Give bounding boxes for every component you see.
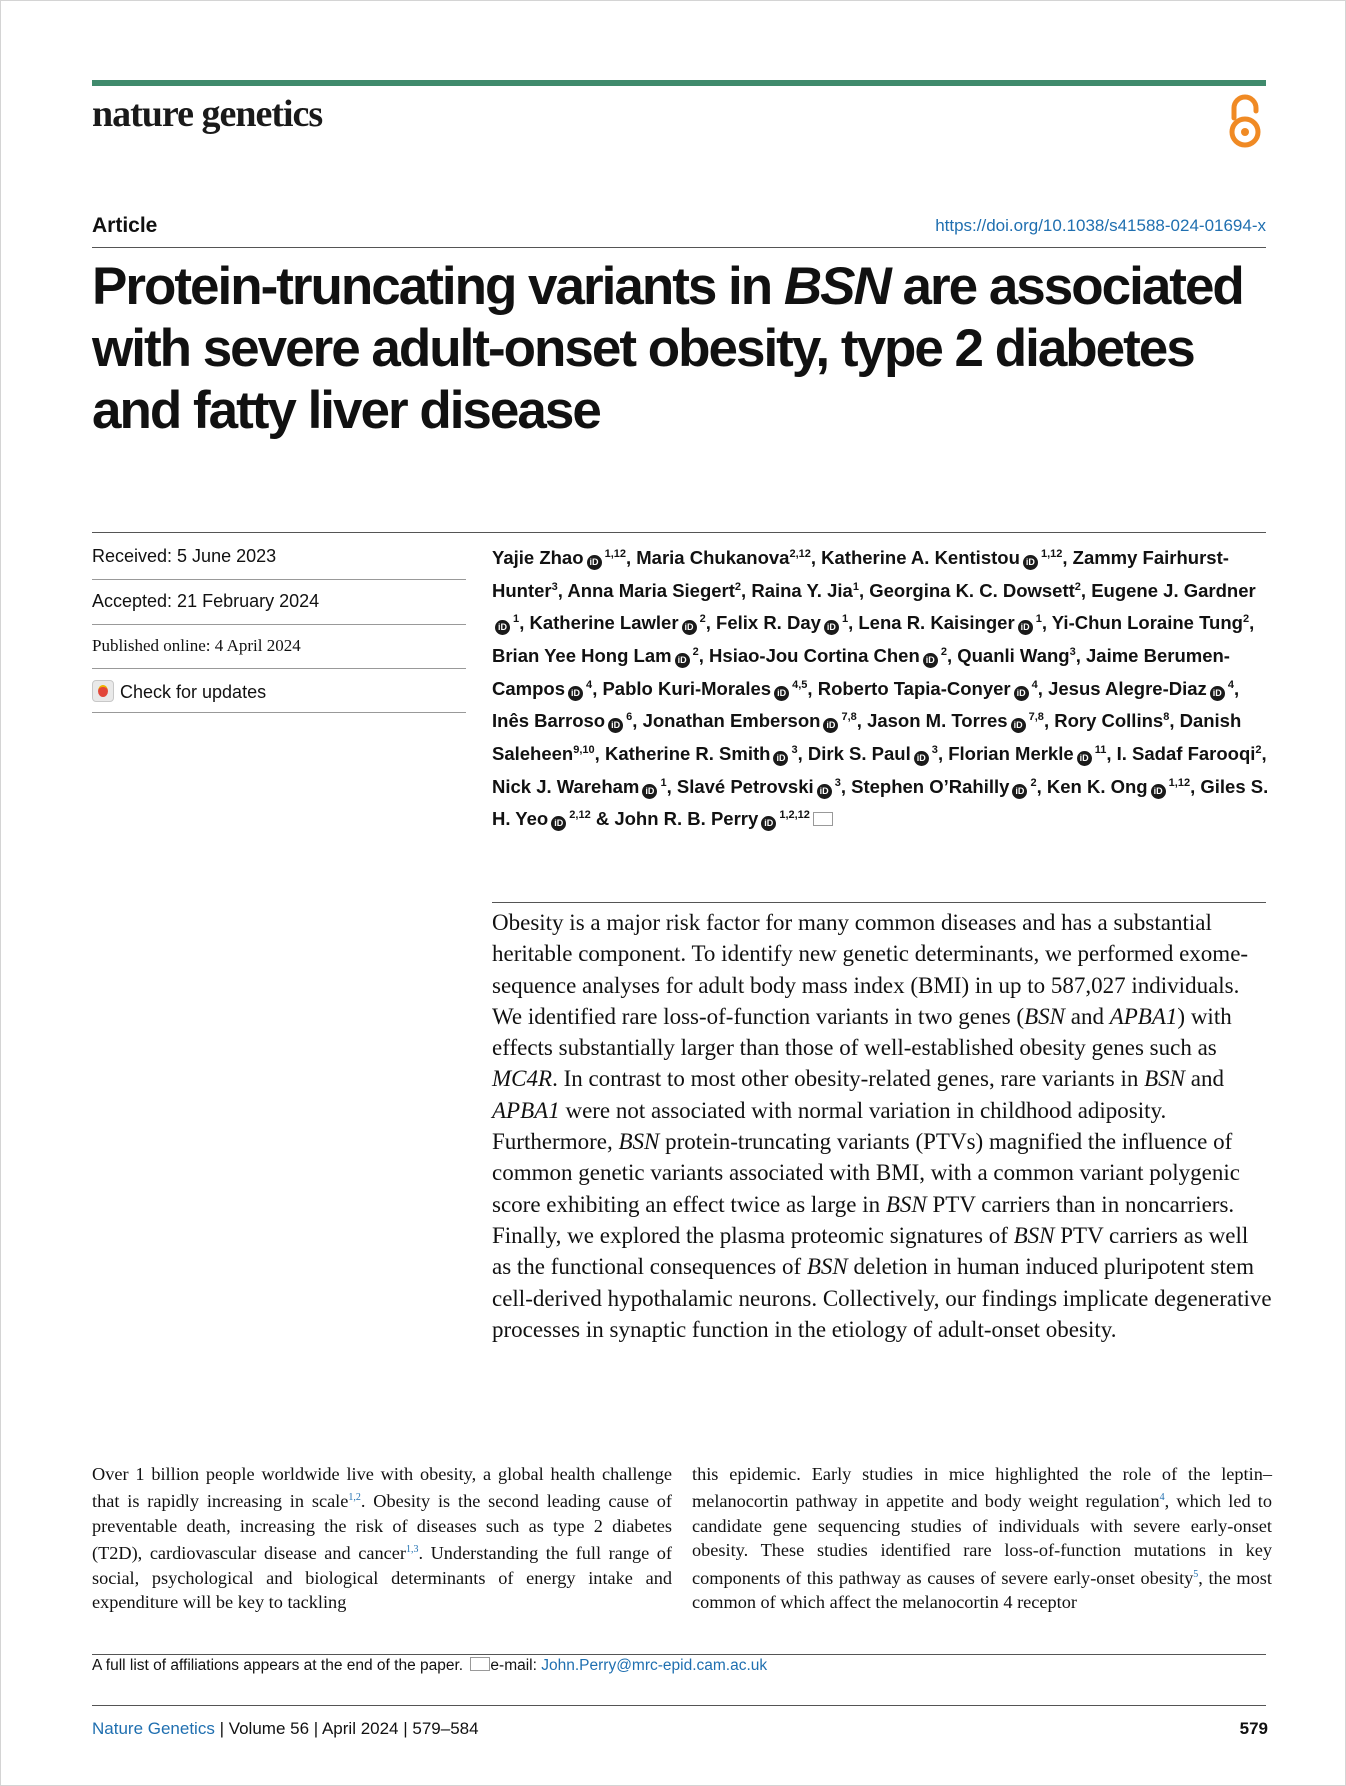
author-name: Slavé Petrovski [676,775,814,797]
author-affiliation: 2,12 [789,548,811,560]
author [858,612,1041,633]
text-run: , the most common of which affect the melanocortin 4 receptor [692,1567,1272,1613]
author-affiliation: 9,10 [573,743,595,756]
author [867,710,1044,731]
orcid-icon[interactable]: iD [551,816,566,831]
text-run: deletion in human induced pluripotent stem cell-derived hypothalamic neurons. Collectively, our findings implicate degenerative processes in synaptic function in the etiology of adult-onset obesity. [492,1254,1272,1342]
orcid-icon[interactable]: iD [495,620,510,635]
header-divider [92,247,1266,248]
author-name: Yi-Chun Loraine Tung [1051,612,1243,634]
author-name: Jesus Alegre-Diaz [1048,677,1207,699]
email-icon [470,1657,490,1671]
text-run: . Understanding the full range of social, psychological and biological determinants of energy intake and expenditure will be key to tackling [92,1543,672,1613]
text-run: BSN [618,1129,660,1155]
author [948,743,1106,764]
citation-ref[interactable]: 4 [1159,1492,1165,1504]
author-name: Rory Collins [1054,710,1164,732]
text-run: Over 1 billion people worldwide live with obesity, a global health challenge that is rapidly increasing in scale [92,1464,672,1512]
author-name: Dirk S. Paul [807,743,911,765]
author [1117,743,1262,764]
text-run: BSN [806,1254,848,1280]
affiliation-footnote: A full list of affiliations appears at the end of the paper. e-mail: John.Perry@mrc-epid.cam.ac.uk [92,1657,768,1674]
author-affiliation: 1,12 [1037,548,1063,560]
accepted-date: Accepted: 21 February 2024 [92,591,320,611]
author-name: Nick J. Wareham [492,775,640,797]
author [1054,710,1169,731]
open-access-icon [1225,94,1265,150]
author [709,645,947,666]
meta-rule [92,624,466,625]
author [821,547,1062,568]
citation-ref[interactable]: 1,2 [348,1492,361,1504]
text-run: BSN [1144,1066,1186,1092]
orcid-icon[interactable]: iD [1151,784,1166,799]
author-affiliation: 11 [1091,743,1107,756]
body-column-right [692,1462,1272,1615]
text-run: APBA1 [492,1097,560,1123]
meta-rule [92,579,466,580]
author-name: Quanli Wang [957,645,1070,667]
orcid-icon[interactable]: iD [1023,555,1038,570]
orcid-icon[interactable]: iD [1077,751,1092,766]
author [1047,776,1190,797]
author-affiliation: 4,5 [789,678,808,691]
author-affiliation: 2 [1027,776,1037,789]
text-run: PTV carriers as well as the functional consequences of [492,1222,1249,1280]
author [677,776,841,797]
author-affiliation: 1,12 [601,548,626,560]
text-run: protein-truncating variants (PTVs) magnified the influence of common genetic variants associated with BMI, with a common variant polygenic score exhibiting an effect twice as large in [492,1129,1240,1217]
author-name: Pablo Kuri-Morales [602,677,772,699]
text-run: . In contrast to most other obesity-related genes, rare variants in [552,1066,1145,1092]
meta-rule [92,668,466,669]
orcid-icon[interactable]: iD [608,718,623,733]
text-run: BSN [885,1191,927,1217]
author-affiliation: 7,8 [838,711,857,724]
check-updates-icon [92,680,114,702]
orcid-icon[interactable]: iD [824,620,839,635]
author-affiliation: 3 [788,743,798,756]
text-run: this epidemic. Early studies in mice highlighted the role of the leptin–melanocortin pathway in appetite and body weight regulation [692,1464,1272,1512]
author-affiliation: 7,8 [1025,711,1044,724]
author-affiliation: 6 [623,711,633,724]
author-name: Eugene J. Gardner [1091,579,1256,601]
author [1048,678,1234,699]
author-name: Zammy Fairhurst-Hunter [492,547,1229,601]
author-name: Raina Y. Jia [751,579,853,601]
corresponding-email-link[interactable]: John.Perry@mrc-epid.cam.ac.uk [541,1657,768,1674]
author-name: Felix R. Day [716,612,821,634]
footer-divider [92,1705,1266,1706]
author [492,776,667,797]
check-updates-label: Check for updates [120,682,267,702]
author [614,808,833,829]
orcid-icon[interactable]: iD [774,686,789,701]
author-affiliation: 4 [1224,678,1234,691]
text-run: PTV carriers than in noncarriers. Finally, we explored the plasma proteomic signatures of [492,1191,1235,1248]
author-affiliation: 1 [1032,613,1042,626]
doi-link[interactable]: https://doi.org/10.1038/s41588-024-01694-x [935,216,1266,235]
orcid-icon[interactable]: iD [682,620,697,635]
text-run: and [1185,1066,1224,1092]
published-date: Published online: 4 April 2024 [92,636,301,655]
author-list: Yajie Zhao iD $^{1,12}$, Maria Chukanova$^{2,12}$, Katherine A. Kentistou iD $^{1,12}$, Zammy Fairhurst-Hunter$^3$, Anna Maria Siegert$^2$, Raina Y. Jia$^1$, Georgina K. C. Dowsett$^2$, Eugene J. GardneriD $^1$, Katherine Lawler iD $^2$, Felix R. Day iD $^1$, Lena R. Kaisinger iD $^1$, Yi-Chun Loraine Tung$^2$, Brian Yee Hong Lam iD $^2$, Hsiao-Jou Cortina Chen iD $^2$, Quanli Wang$^3$, Jaime Berumen-Campos iD $^4$, Pablo Kuri-Morales iD $^{4,5}$, Roberto Tapia-Conyer iD $^4$, Jesus Alegre-Diaz iD $^4$, Inês Barroso iD $^6$, Jonathan Emberson iD $^{7,8}$, Jason M. Torres iD $^{7,8}$, Rory Collins$^8$, Danish Saleheen$^{9,10}$, Katherine R. Smith iD $^3$, Dirk S. Paul iD $^3$, Florian Merkle iD $^{11}$, I. Sadaf Farooqi$^2$, Nick J. Wareham iD $^1$, Slavé Petrovski iD $^3$, Stephen O’Rahilly iD $^2$, Ken K. Ong iD $^{1,12}$, Giles S. H. Yeo iD $^{2,12}$ & John R. B. Perry iD $^{1,2,12}$ [492,547,1269,830]
author-name: Lena R. Kaisinger [858,612,1015,634]
author-name: Hsiao-Jou Cortina Chen [709,645,920,667]
author [818,678,1038,699]
author-affiliation: 3 [551,580,558,593]
author [636,547,811,568]
author-affiliation: 2 [1074,580,1081,593]
author-name: Yajie Zhao [492,547,584,569]
journal-logo: nature genetics [92,93,323,135]
author-name: Jonathan Emberson [642,710,821,732]
author [643,710,857,731]
text-run: MC4R [492,1066,553,1092]
author-name: Georgina K. C. Dowsett [869,579,1075,601]
text-run: BSN [1024,1003,1065,1029]
orcid-icon[interactable]: iD [1011,718,1026,733]
author-name: Danish Saleheen [492,710,1242,765]
author [492,710,632,731]
author-name: Anna Maria Siegert [567,579,735,601]
author [567,580,741,601]
orcid-icon[interactable]: iD [773,751,788,766]
author-name: Ken K. Ong [1046,775,1148,797]
orcid-icon[interactable]: iD [568,686,583,701]
author-name: John R. B. Perry [614,808,759,830]
page-number: 579 [1239,1719,1268,1738]
orcid-icon[interactable]: iD [1210,686,1225,701]
author-affiliation: 2,12 [566,809,591,822]
author-affiliation: 1 [852,580,859,593]
journal-footer: Nature Genetics | Volume 56 | April 2024 | 579–584 [92,1719,479,1738]
orcid-icon[interactable]: iD [1012,784,1027,799]
text-run: were not associated with normal variation in childhood adiposity. Furthermore, [492,1097,1167,1155]
author-name: Katherine R. Smith [604,743,771,765]
citation-ref[interactable]: 5 [1193,1568,1199,1580]
author-affiliation: 3 [1069,645,1076,658]
author [716,612,848,633]
author-affiliation: 2 [689,645,699,658]
orcid-icon[interactable]: iD [587,555,602,570]
author-name: Giles S. H. Yeo [492,775,1269,830]
author-name: Jaime Berumen-Campos [492,645,1230,699]
author-affiliation: 1,12 [1165,776,1191,789]
author-name: Katherine A. Kentistou [821,547,1020,569]
author [492,645,699,666]
meta-rule [92,712,466,713]
author-name: Maria Chukanova [636,547,790,569]
author [808,743,938,764]
footer-journal-name[interactable]: Nature Genetics [92,1719,215,1738]
author-affiliation: 1,2,12 [776,809,810,822]
author-affiliation: 2 [734,580,742,593]
author-name: Jason M. Torres [867,710,1008,732]
orcid-icon[interactable]: iD [675,653,690,668]
author-affiliation: 1 [510,613,520,626]
text-run: Obesity is a major risk factor for many common diseases and has a substantial heritable component. To identify new genetic determinants, we performed exome-sequence analyses for adult body mass index (BMI) in up to 587,027 individuals. We identified rare loss-of-function variants in two genes ( [492,910,1249,1029]
corresponding-author-email-icon[interactable] [813,812,833,826]
author-name: Florian Merkle [948,743,1074,765]
author-affiliation: 8 [1163,711,1170,724]
author [851,776,1037,797]
author [605,743,798,764]
article-type: Article [92,214,158,237]
author [602,678,807,699]
author-name: Inês Barroso [492,710,606,732]
article-title: Protein-truncating variants in BSN are associated with severe adult-onset obesity, type 2 diabetes and fatty liver disease [92,257,1243,440]
author [492,547,626,568]
meta-divider [92,532,1266,533]
author-affiliation: 1 [657,776,667,789]
author [751,580,859,601]
text-run: APBA1 [1109,1003,1178,1029]
orcid-icon[interactable]: iD [761,816,776,831]
author [869,580,1081,601]
text-run: , which led to candidate gene sequencing studies of individuals with severe early-onset obesity. These studies identified rare loss-of-function mutations in key components of this pathway as causes of severe early-onset obesity [692,1491,1272,1588]
author [529,612,705,633]
author-name: Katherine Lawler [529,612,679,634]
text-run: BSN [1013,1222,1055,1248]
orcid-icon[interactable]: iD [923,653,938,668]
author-affiliation: 3 [831,776,841,789]
orcid-icon[interactable]: iD [642,784,657,799]
orcid-icon[interactable]: iD [1014,686,1029,701]
body-column-left [92,1462,672,1615]
author-affiliation: 1 [838,613,849,626]
author [1052,612,1249,633]
text-run: and [1064,1003,1110,1029]
author-affiliation: 4 [1028,678,1038,691]
author-affiliation: 4 [583,678,593,691]
citation-ref[interactable]: 1,3 [405,1544,419,1556]
orcid-icon[interactable]: iD [1018,620,1033,635]
header-accent-bar [92,80,1266,86]
author-name: Stephen O’Rahilly [851,775,1010,797]
check-updates-button[interactable] [92,680,266,703]
abstract-divider [492,902,1266,903]
orcid-icon[interactable]: iD [914,751,929,766]
text-run: . Obesity is the second leading cause of preventable death, increasing the risk of diseases such as type 2 diabetes (T2D), cardiovascular disease and cancer [92,1491,673,1564]
author-affiliation: 2 [696,613,706,626]
author-affiliation: 2 [937,645,947,658]
author-name: Brian Yee Hong Lam [492,645,672,667]
author-affiliation: 2 [1255,743,1262,756]
footnote-divider [92,1654,1266,1655]
author-name: Roberto Tapia-Conyer [817,677,1011,699]
orcid-icon[interactable]: iD [817,784,832,799]
author-name: I. Sadaf Farooqi [1116,743,1256,765]
received-date: Received: 5 June 2023 [92,546,277,566]
orcid-icon[interactable]: iD [823,718,838,733]
author-affiliation: 2 [1242,613,1250,626]
author [957,645,1076,666]
author-affiliation: 3 [928,743,938,756]
text-run: ) with effects substantially larger than those of well-established obesity genes such as [492,1003,1232,1061]
abstract [492,907,1272,1345]
